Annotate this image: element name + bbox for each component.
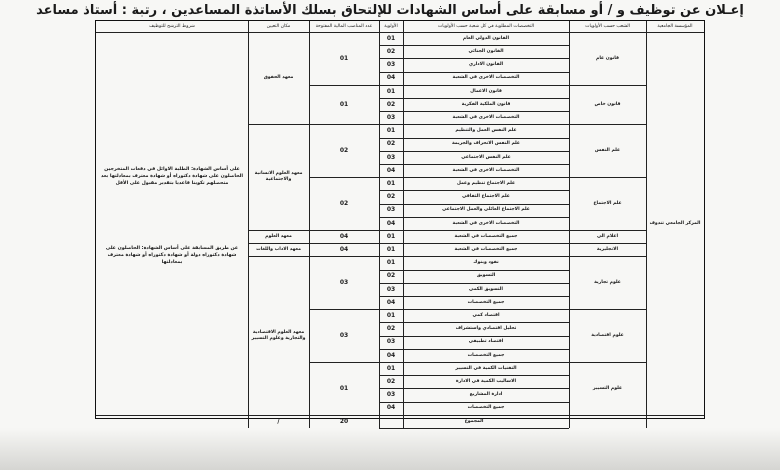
- priority-cell: 03: [386, 285, 396, 293]
- priority-cell: 01: [386, 87, 396, 95]
- priority-cell: 01: [386, 246, 396, 254]
- specialty-cell: التخصصات الاخرى في الشعبة: [452, 114, 520, 120]
- posts-cell: 03: [339, 279, 349, 287]
- place-cell: معهد العلوم الاقتصادية والتجارية وعلوم التسيير: [251, 329, 306, 341]
- branch-cell: قانون عام: [595, 55, 620, 61]
- priority-cell: 02: [386, 272, 396, 280]
- specialty-cell: علم الاجتماع تنظيم وعمل: [456, 180, 516, 186]
- posts-cell: 02: [339, 147, 349, 155]
- priority-cell: 03: [386, 391, 396, 399]
- priority-cell: 01: [386, 364, 396, 372]
- posts-cell: 01: [339, 100, 349, 108]
- header-place: مكان التعيين: [266, 23, 291, 29]
- specialty-cell: القانون الدولي العام: [462, 35, 510, 41]
- priority-cell: 04: [386, 219, 396, 227]
- priority-cell: 04: [386, 351, 396, 359]
- branch-cell: قانون خاص: [594, 101, 621, 107]
- specialty-cell: علم الاجتماع الثقافي: [462, 194, 510, 200]
- priority-cell: 02: [386, 325, 396, 333]
- specialty-cell: تحليل اقتصادي واستشراف: [455, 326, 517, 332]
- branch-cell: علوم تجارية: [594, 279, 621, 285]
- specialty-cell: علم النفس العمل والتنظيم: [455, 128, 517, 134]
- posts-cell: 01: [339, 384, 349, 392]
- specialty-cell: القانون الاداري: [468, 62, 504, 68]
- specialty-cell: قانون الاعمال: [470, 88, 502, 94]
- priority-cell: 01: [386, 232, 396, 240]
- priority-cell: 04: [386, 74, 396, 82]
- priority-cell: 01: [386, 34, 396, 42]
- grid-line: [569, 415, 646, 416]
- header-specialty: التخصصات المطلوبة في كل شعبة حسب الأولويات: [437, 23, 535, 29]
- condition-1: على أساس الشهادة: الطلبة الاوائل في دفعات المتخرجين الحاصلون على شهادة دكتوراه أو شهادة معترف بمعادلتها بعد متحصلهم تكوينا قاعديا بتقدير مقبول على الأقل: [100, 167, 244, 186]
- recruitment-table: [95, 20, 705, 425]
- priority-cell: 02: [386, 378, 396, 386]
- specialty-cell: علم النفس الاجتماعي: [461, 154, 511, 160]
- specialty-cell: جميع التخصصات في الشعبة: [454, 233, 518, 239]
- specialty-cell: التسويق الكمي: [469, 286, 503, 292]
- priority-cell: 01: [386, 127, 396, 135]
- specialty-cell: التخصصات الاخرى في الشعبة: [452, 167, 520, 173]
- grid-line: [96, 415, 248, 416]
- page-title: إعـلان عن توظيف و / أو مسابقة على أساس الشهادات للإلتحاق بسلك الأساتذة المساعدين ، رتبة : أستاذ مساعد: [36, 3, 744, 18]
- branch-cell: علم الاجتماع: [593, 200, 622, 206]
- specialty-cell: قانون الملكية الفكرية: [461, 101, 511, 107]
- posts-cell: 03: [339, 331, 349, 339]
- priority-cell: 03: [386, 61, 396, 69]
- header-posts: عدد المناصب المالية المفتوحة: [315, 23, 373, 29]
- priority-cell: 01: [386, 259, 396, 267]
- specialty-cell: علم النفس الانحراف والجريمة: [451, 141, 521, 147]
- condition-2: عن طريق المسابقة على أساس الشهادة: الحاصلون على شهادة دكتوراه دولة أو شهادة دكتوراه أو شهادة معترف بمعادلتها: [105, 246, 239, 265]
- priority-cell: 03: [386, 153, 396, 161]
- place-cell: معهد الاداب واللغات: [256, 246, 301, 252]
- priority-cell: 03: [386, 206, 396, 214]
- place-cell: معهد العلوم الانسانية والاجتماعية: [254, 171, 303, 183]
- priority-cell: 02: [386, 140, 396, 148]
- specialty-cell: جميع التخصصات: [467, 352, 505, 358]
- header-conditions: شروط الترشح للتوظيف: [149, 23, 195, 29]
- total-posts: 20: [339, 417, 349, 425]
- priority-cell: 01: [386, 312, 396, 320]
- specialty-cell: التسويق: [476, 273, 496, 279]
- branch-cell: علوم اقتصادية: [591, 332, 624, 338]
- specialty-cell: جميع التخصصات: [467, 405, 505, 411]
- branch-cell: الانجليزية: [596, 246, 619, 252]
- specialty-cell: علم الاجتماع العائلي والعمل الاجتماعي: [442, 207, 530, 213]
- specialty-cell: التخصصات الاخرى في الشعبة: [452, 75, 520, 81]
- priority-cell: 03: [386, 114, 396, 122]
- priority-cell: 02: [386, 193, 396, 201]
- total-place: /: [277, 417, 280, 425]
- priority-cell: 04: [386, 166, 396, 174]
- priority-cell: 04: [386, 298, 396, 306]
- priority-cell: 02: [386, 100, 396, 108]
- grid-line: [646, 415, 704, 416]
- specialty-cell: ادارة المشاريع: [469, 392, 503, 398]
- priority-cell: 03: [386, 338, 396, 346]
- specialty-cell: نقود وبنوك: [473, 260, 499, 266]
- specialty-cell: الاساليب الكمية في الادارة: [455, 378, 517, 384]
- posts-cell: 04: [339, 232, 349, 240]
- posts-cell: 04: [339, 246, 349, 254]
- specialty-cell: جميع التخصصات في الشعبة: [454, 246, 518, 252]
- place-cell: معهد العلوم: [265, 233, 292, 239]
- branch-cell: علوم التسيير: [592, 385, 623, 391]
- branch-cell: علم النفس: [594, 147, 621, 153]
- photo-shadow: [0, 428, 780, 470]
- specialty-cell: التقنيات الكمية في التسيير: [455, 365, 517, 371]
- priority-cell: 01: [386, 180, 396, 188]
- header-branch: الشعب حسب الأولويات: [585, 23, 630, 29]
- priority-cell: 02: [386, 48, 396, 56]
- total-label: المجموع: [464, 418, 484, 424]
- specialty-cell: القانون الجنائي: [468, 48, 504, 54]
- institution-cell: المركز الجامعي تندوف: [649, 220, 701, 226]
- priority-cell: 04: [386, 404, 396, 412]
- posts-cell: 02: [339, 199, 349, 207]
- specialty-cell: اقتصاد تطبيقي: [468, 339, 504, 345]
- place-cell: معهد الحقوق: [263, 75, 294, 81]
- branch-cell: اعلام الي: [596, 233, 619, 239]
- specialty-cell: التخصصات الاخرى في الشعبة: [452, 220, 520, 226]
- posts-cell: 01: [339, 54, 349, 62]
- specialty-cell: اقتصاد كمي: [472, 312, 500, 318]
- specialty-cell: جميع التخصصات: [467, 299, 505, 305]
- header-institution: المؤسسة الجامعية: [657, 23, 693, 29]
- header-priority: الأولوية: [384, 23, 398, 29]
